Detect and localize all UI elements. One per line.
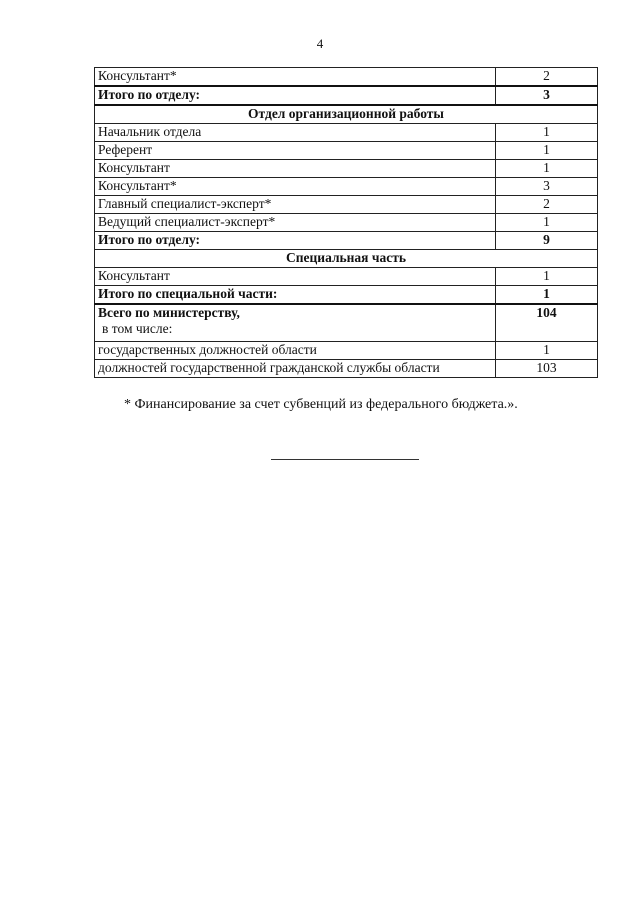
position-name: Ведущий специалист-эксперт* <box>95 214 496 232</box>
breakdown-name: должностей государственной гражданской службы области <box>95 360 496 378</box>
position-count: 2 <box>496 68 598 87</box>
special-total-count: 1 <box>496 286 598 305</box>
table-row <box>95 68 598 87</box>
table-row <box>95 196 598 214</box>
special-total-row <box>95 286 598 305</box>
position-count: 1 <box>496 214 598 232</box>
subtotal-row <box>95 232 598 250</box>
breakdown-count: 1 <box>496 342 598 360</box>
position-name: Главный специалист-эксперт* <box>95 196 496 214</box>
grand-total-row <box>95 304 598 342</box>
subtotal-row <box>95 86 598 105</box>
grand-total-subtitle: в том числе: <box>102 321 173 336</box>
subtotal-count: 3 <box>496 86 598 105</box>
position-name: Консультант* <box>95 178 496 196</box>
position-count: 1 <box>496 268 598 286</box>
position-name: Консультант <box>95 268 496 286</box>
table-row <box>95 124 598 142</box>
position-name: Референт <box>95 142 496 160</box>
grand-total-label <box>95 304 496 342</box>
section-header-row <box>95 105 598 124</box>
footnote: * Финансирование за счет субвенций из федерального бюджета.». <box>124 397 518 412</box>
table-row <box>95 214 598 232</box>
grand-total-count: 104 <box>496 304 598 342</box>
grand-total-title: Всего по министерству, <box>98 305 240 320</box>
breakdown-count: 103 <box>496 360 598 378</box>
table-row <box>95 142 598 160</box>
page-number: 4 <box>316 36 324 51</box>
table-row <box>95 268 598 286</box>
subtotal-label: Итого по отделу: <box>95 232 496 250</box>
position-count: 3 <box>496 178 598 196</box>
subtotal-label: Итого по отделу: <box>95 86 496 105</box>
table-row <box>95 160 598 178</box>
position-count: 1 <box>496 160 598 178</box>
section-header-row <box>95 250 598 268</box>
end-rule <box>271 459 419 460</box>
position-name: Консультант* <box>95 68 496 87</box>
table-row <box>95 178 598 196</box>
position-count: 2 <box>496 196 598 214</box>
special-total-label: Итого по специальной части: <box>95 286 496 305</box>
position-name: Консультант <box>95 160 496 178</box>
position-count: 1 <box>496 142 598 160</box>
table-row <box>95 342 598 360</box>
position-count: 1 <box>496 124 598 142</box>
staffing-table <box>94 67 598 378</box>
table-row <box>95 360 598 378</box>
breakdown-name: государственных должностей области <box>95 342 496 360</box>
section-title: Отдел организационной работы <box>95 105 598 124</box>
position-name: Начальник отдела <box>95 124 496 142</box>
section-title: Специальная часть <box>95 250 598 268</box>
subtotal-count: 9 <box>496 232 598 250</box>
